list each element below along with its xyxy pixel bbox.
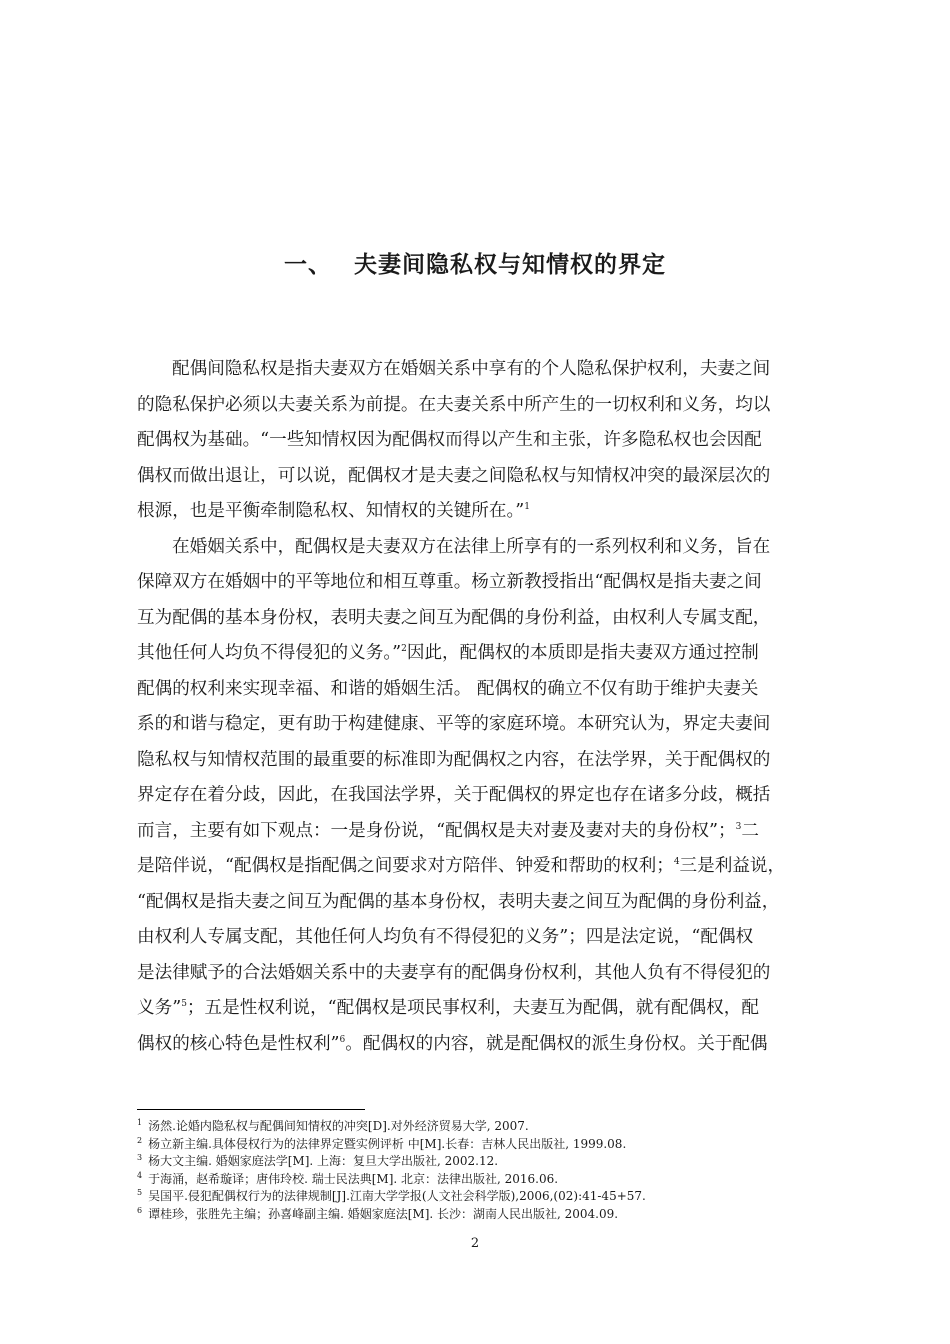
footnote-number: 6 xyxy=(137,1205,143,1215)
text-line xyxy=(137,636,830,672)
line-text: 配偶的权利来实现幸福、和谐的婚姻生活。 配偶权的确立不仅有助于维护夫妻关 xyxy=(137,678,759,699)
line-text: 根源，也是平衡牵制隐私权、知情权的关键所在。” xyxy=(137,501,525,521)
text-line xyxy=(137,423,830,459)
footnote-separator xyxy=(137,1109,365,1110)
line-text: 其他任何人均负不得侵犯的义务。” xyxy=(137,643,402,663)
text-line xyxy=(137,672,830,708)
text-line xyxy=(137,459,830,495)
line-text: “配偶权是指夫妻之间互为配偶的基本身份权，表明夫妻之间互为配偶的身份利益， xyxy=(137,891,780,912)
line-text: 是陪伴说，“配偶权是指配偶之间要求对方陪伴、钟爱和帮助的权利； xyxy=(137,856,674,876)
text-line xyxy=(137,814,830,850)
line-text: ；五是性权利说，“配偶权是项民事权利，夫妻互为配偶，就有配偶权，配 xyxy=(186,998,759,1018)
text-line xyxy=(137,352,830,388)
footnote-number: 1 xyxy=(137,1118,143,1127)
footnote-ref[interactable]: 2 xyxy=(401,644,407,655)
footnote xyxy=(137,1171,837,1189)
text-line xyxy=(137,1027,830,1063)
footnote-text: 杨大文主编. 婚姻家庭法学[M]. 上海：复旦大学出版社, 2002.12. xyxy=(148,1154,499,1168)
line-text: 互为配偶的基本身份权，表明夫妻之间互为配偶的身份利益，由权利人专属支配， xyxy=(137,607,771,628)
section-number: 一、 xyxy=(284,252,332,278)
line-text: 配偶间隐私权是指夫妻双方在婚姻关系中享有的个人隐私保护权利，夫妻之间 xyxy=(172,359,771,379)
footnote xyxy=(137,1188,837,1206)
footnote-text: 汤然.论婚内隐私权与配偶间知情权的冲突[D].对外经济贸易大学, 2007. xyxy=(148,1119,529,1133)
line-text: 在婚姻关系中，配偶权是夫妻双方在法律上所享有的一系列权利和义务，旨在 xyxy=(172,536,771,557)
footnote-ref[interactable]: 5 xyxy=(181,999,187,1010)
text-line xyxy=(137,565,830,601)
footnote-number: 5 xyxy=(137,1188,143,1197)
text-line xyxy=(137,920,830,956)
line-text: 义务” xyxy=(137,998,182,1018)
footnote-text: 谭桂珍，张胜先主编；孙喜峰副主编. 婚姻家庭法[M]. 长沙：湖南人民出版社, 2004.09. xyxy=(148,1206,619,1221)
footnote xyxy=(137,1206,837,1224)
footnote-ref[interactable]: 4 xyxy=(673,857,680,868)
line-text: 三是利益说， xyxy=(679,856,786,876)
footnote-ref[interactable]: 1 xyxy=(524,502,530,513)
line-text: 保障双方在婚姻中的平等地位和相互尊重。杨立新教授指出“配偶权是指夫妻之间 xyxy=(137,572,762,592)
text-line xyxy=(137,743,830,779)
line-text: 由权利人专属支配，其他任何人均负有不得侵犯的义务”；四是法定说，“配偶权 xyxy=(137,927,754,947)
section-heading xyxy=(0,246,950,279)
text-line xyxy=(137,778,830,814)
body-text xyxy=(137,352,830,1062)
footnote-number: 2 xyxy=(137,1135,143,1145)
footnote-text: 杨立新主编.具体侵权行为的法律界定暨实例评析 中[M].长春：吉林人民出版社, 1999.08. xyxy=(148,1136,627,1151)
line-text: 偶权而做出退让，可以说，配偶权才是夫妻之间隐私权与知情权冲突的最深层次的 xyxy=(137,465,771,486)
line-text: 。配偶权的内容，就是配偶权的派生身份权。关于配偶 xyxy=(345,1033,768,1054)
text-line xyxy=(137,494,830,530)
line-text: 而言，主要有如下观点：一是身份说，“配偶权是夫对妻及妻对夫的身份权”； xyxy=(137,820,736,841)
footnote-number: 3 xyxy=(137,1153,143,1162)
line-text: 因此，配偶权的本质即是指夫妻双方通过控制 xyxy=(406,643,759,663)
footnote-text: 吴国平.侵犯配偶权行为的法律规制[J].江南大学学报(人文社会科学版),2006,(02):41-45+57. xyxy=(148,1189,646,1203)
line-text: 配偶权为基础。“一些知情权因为配偶权而得以产生和主张，许多隐私权也会因配 xyxy=(137,430,762,450)
text-line xyxy=(137,388,830,424)
footnote xyxy=(137,1136,837,1154)
line-text: 系的和谐与稳定，更有助于构建健康、平等的家庭环境。本研究认为，界定夫妻间 xyxy=(137,714,771,734)
text-line xyxy=(137,885,830,921)
footnote xyxy=(137,1118,837,1136)
page-number: 2 xyxy=(470,1236,480,1251)
footnote xyxy=(137,1153,837,1171)
footnote-ref[interactable]: 3 xyxy=(735,821,742,832)
line-text: 的隐私保护必须以夫妻关系为前提。在夫妻关系中所产生的一切权利和义务，均以 xyxy=(137,394,771,415)
footnote-number: 4 xyxy=(137,1170,143,1180)
text-line xyxy=(137,530,830,566)
text-line xyxy=(137,849,830,885)
line-text: 隐私权与知情权范围的最重要的标准即为配偶权之内容，在法学界，关于配偶权的 xyxy=(137,749,771,770)
section-title: 夫妻间隐私权与知情权的界定 xyxy=(354,252,666,278)
line-text: 界定存在着分歧，因此，在我国法学界，关于配偶权的界定也存在诸多分歧，概括 xyxy=(137,785,771,805)
footnotes xyxy=(137,1118,837,1223)
footnote-ref[interactable]: 6 xyxy=(339,1034,346,1045)
text-line xyxy=(137,707,830,743)
text-line xyxy=(137,956,830,992)
line-text: 偶权的核心特色是性权利” xyxy=(137,1033,340,1054)
footnote-text: 于海涌，赵希璇译；唐伟玲校. 瑞士民法典[M]. 北京：法律出版社, 2016.06. xyxy=(148,1171,559,1186)
text-line xyxy=(137,601,830,637)
line-text: 二 xyxy=(741,820,759,841)
text-line xyxy=(137,991,830,1027)
line-text: 是法律赋予的合法婚姻关系中的夫妻享有的配偶身份权利，其他人负有不得侵犯的 xyxy=(137,962,771,983)
